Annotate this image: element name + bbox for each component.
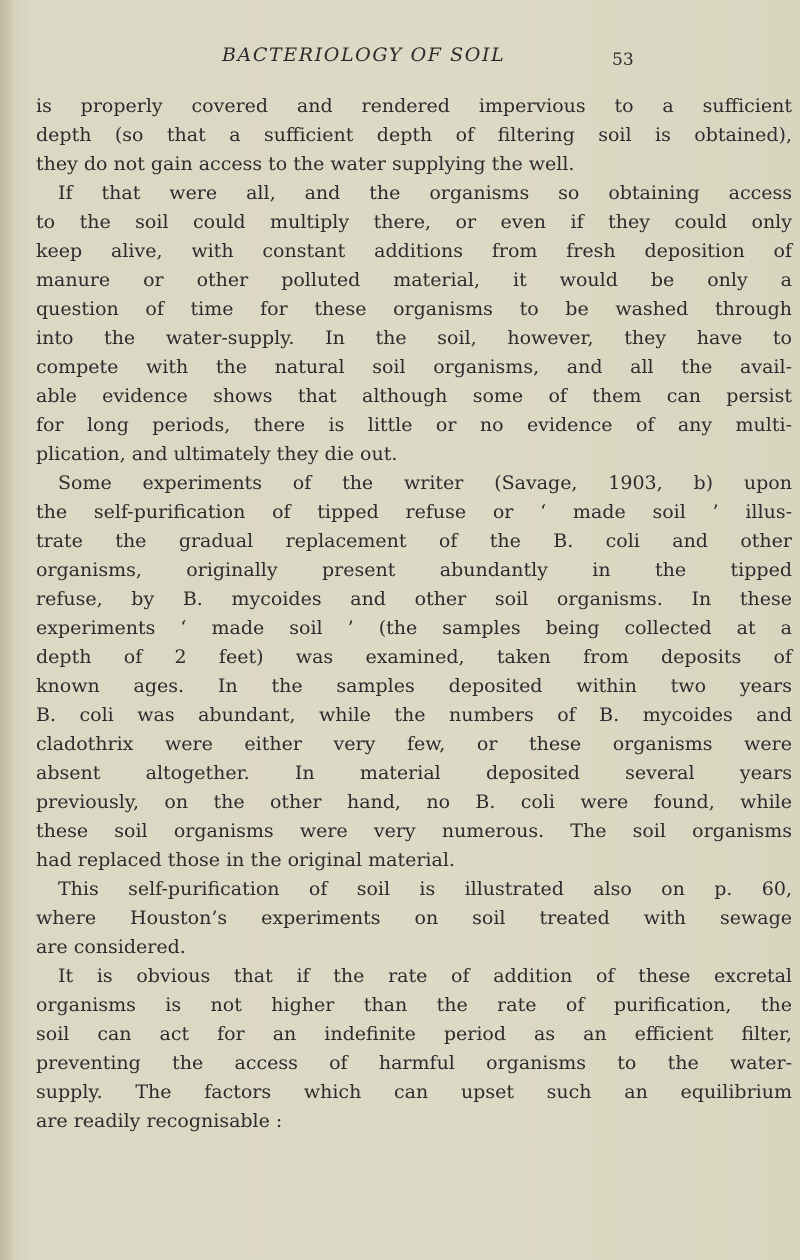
text-line: had replaced those in the original material. bbox=[36, 849, 455, 871]
text-line: question of time for these organisms to be washed through bbox=[36, 298, 792, 320]
text-line: known ages. In the samples deposited within two years bbox=[36, 675, 792, 697]
text-line: It is obvious that if the rate of addition of these excretal bbox=[58, 965, 792, 987]
text-line: these soil organisms were very numerous. The soil organisms bbox=[36, 820, 792, 842]
text-line: preventing the access of harmful organisms to the water- bbox=[36, 1052, 792, 1074]
page-gutter-shadow bbox=[0, 0, 12, 1260]
text-line: plication, and ultimately they die out. bbox=[36, 443, 398, 465]
text-line: supply. The factors which can upset such an equilibrium bbox=[36, 1081, 792, 1103]
text-line: is properly covered and rendered impervious to a sufficient bbox=[36, 95, 792, 117]
text-line: where Houston’s experiments on soil treated with sewage bbox=[36, 907, 792, 929]
text-line: cladothrix were either very few, or these organisms were bbox=[36, 733, 792, 755]
text-line: If that were all, and the organisms so obtaining access bbox=[58, 182, 792, 204]
text-line: keep alive, with constant additions from fresh deposition of bbox=[36, 240, 792, 262]
text-line: absent altogether. In material deposited several years bbox=[36, 762, 792, 784]
text-line: organisms is not higher than the rate of purification, the bbox=[36, 994, 792, 1016]
text-line: trate the gradual replacement of the B. coli and other bbox=[36, 530, 792, 552]
body-text bbox=[36, 92, 792, 1136]
text-line: B. coli was abundant, while the numbers of B. mycoides and bbox=[36, 704, 792, 726]
text-line: soil can act for an indefinite period as an efficient filter, bbox=[36, 1023, 792, 1045]
page-number: 53 bbox=[612, 50, 634, 70]
text-line: experiments ‘ made soil ’ (the samples being collected at a bbox=[36, 617, 792, 639]
text-line: are considered. bbox=[36, 936, 186, 958]
text-line: compete with the natural soil organisms, and all the avail- bbox=[36, 356, 792, 378]
running-title: BACTERIOLOGY OF SOIL bbox=[222, 44, 506, 66]
text-line: This self-purification of soil is illustrated also on p. 60, bbox=[58, 878, 792, 900]
text-line: depth of 2 feet) was examined, taken from deposits of bbox=[36, 646, 792, 668]
text-line: previously, on the other hand, no B. coli were found, while bbox=[36, 791, 792, 813]
text-line: for long periods, there is little or no evidence of any multi- bbox=[36, 414, 792, 436]
text-line: to the soil could multiply there, or even if they could only bbox=[36, 211, 792, 233]
text-line: refuse, by B. mycoides and other soil organisms. In these bbox=[36, 588, 792, 610]
text-line: depth (so that a sufficient depth of filtering soil is obtained), bbox=[36, 124, 792, 146]
text-line: into the water-supply. In the soil, however, they have to bbox=[36, 327, 792, 349]
text-line: are readily recognisable : bbox=[36, 1110, 283, 1132]
text-line: organisms, originally present abundantly in the tipped bbox=[36, 559, 792, 581]
running-head bbox=[0, 44, 800, 74]
text-line: they do not gain access to the water supplying the well. bbox=[36, 153, 575, 175]
text-line: manure or other polluted material, it would be only a bbox=[36, 269, 792, 291]
text-line: the self-purification of tipped refuse or ‘ made soil ’ illus- bbox=[36, 501, 792, 523]
text-line: able evidence shows that although some of them can persist bbox=[36, 385, 792, 407]
text-line: Some experiments of the writer (Savage, 1903, b) upon bbox=[58, 472, 792, 494]
